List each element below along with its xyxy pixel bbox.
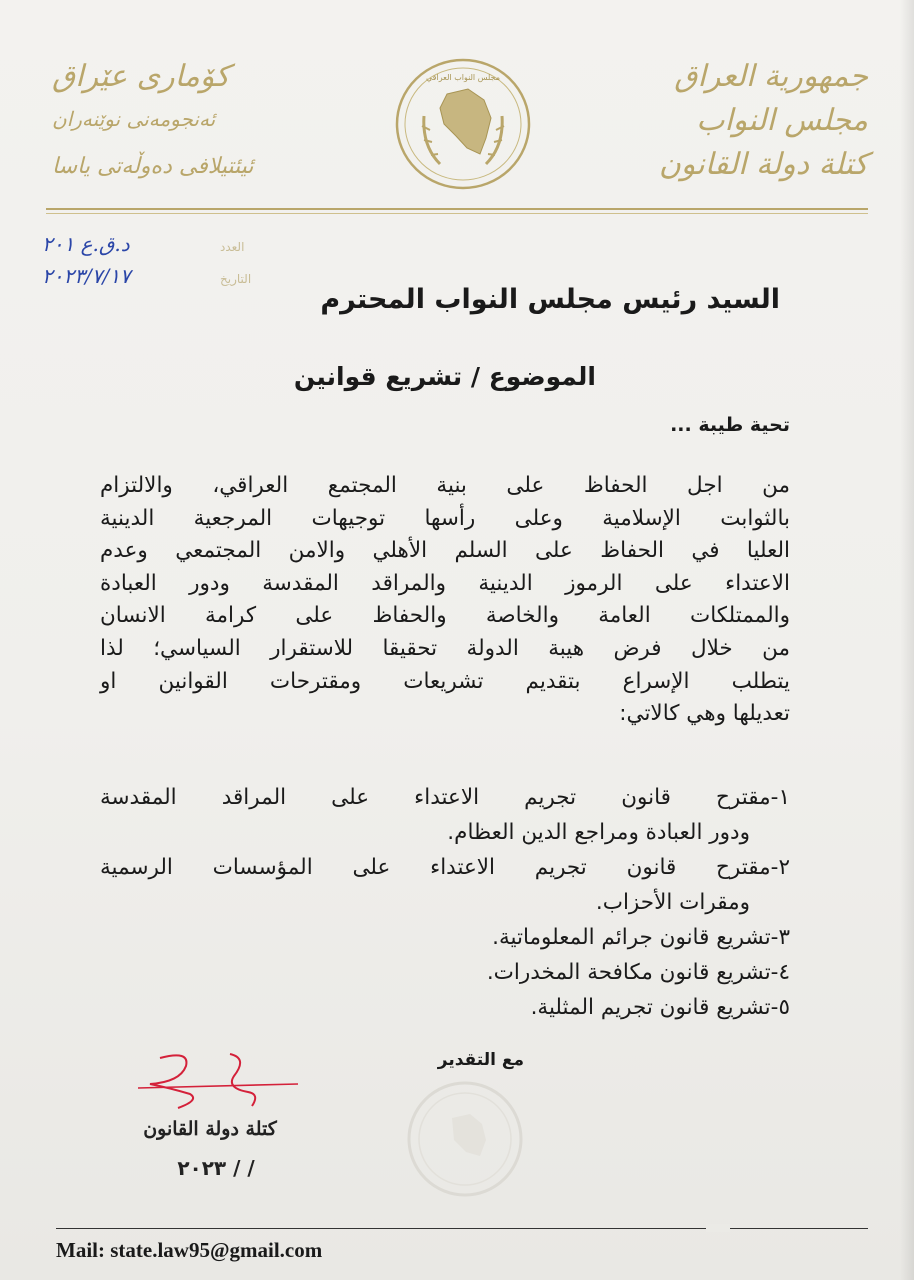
list-item-2-cont: ومقرات الأحزاب.: [595, 890, 750, 915]
reference-number-label: العدد: [220, 240, 245, 254]
body-line: بالثوابت الإسلامية وعلى رأسها توجيهات المرجعية الدينية: [100, 505, 790, 531]
footer-rule: [56, 1228, 868, 1229]
addressee: السيد رئيس مجلس النواب المحترم: [320, 284, 780, 315]
reference-date: ٢٠٢٣/٧/١٧: [42, 264, 131, 288]
letterhead-kurdish: [52, 55, 322, 195]
list-item-5: ٥-تشريع قانون تجريم المثلية.: [530, 995, 790, 1020]
emblem-caption: مجلس النواب العراقي: [426, 73, 500, 82]
body-line: العليا في الحفاظ على السلم الأهلي والامن المجتمعي وعدم: [100, 538, 790, 564]
letterhead-ku-line-2: ئەنجومەنی نوێنەران: [52, 107, 216, 131]
letterhead-rule: [46, 208, 868, 210]
reference-block: [42, 232, 262, 296]
page-edge-shadow: [900, 0, 914, 1280]
body-line: يتطلب الإسراع بتقديم تشريعات ومقترحات القوانين او: [100, 668, 790, 694]
letterhead-rule-thin: [46, 213, 868, 214]
footer-rule-gap: [706, 1224, 730, 1232]
parliament-emblem-icon: [392, 56, 534, 192]
letterhead-ku-line-1: كۆماری عێراق: [52, 59, 230, 94]
body-line: تعديلها وهي كالاتي:: [619, 701, 790, 727]
body-paragraph: [100, 470, 790, 731]
body-line: والممتلكات العامة والخاصة والحفاظ على كرامة الانسان: [100, 603, 790, 629]
list-item-1: ١-مقترح قانون تجريم الاعتداء على المراقد المقدسة: [100, 785, 790, 810]
law-list: [100, 780, 790, 1025]
list-item-2: ٢-مقترح قانون تجريم الاعتداء على المؤسسات الرسمية: [100, 855, 790, 880]
list-item-4: ٤-تشريع قانون مكافحة المخدرات.: [486, 960, 790, 985]
body-line: من اجل الحفاظ على بنية المجتمع العراقي، والالتزام: [100, 473, 790, 498]
subject-line: الموضوع / تشريع قوانين: [293, 362, 596, 391]
reference-date-label: التاريخ: [220, 272, 252, 286]
body-line: من خلال فرض هيبة الدولة تحقيقا للاستقرار السياسي؛ لذا: [100, 635, 790, 661]
list-item-3: ٣-تشريع قانون جرائم المعلوماتية.: [492, 925, 790, 950]
letterhead-ar-line-1: جمهورية العراق: [674, 59, 868, 94]
body-line: الاعتداء على الرموز الدينية والمراقد المقدسة ودور العبادة: [100, 570, 790, 596]
signatory-name: كتلة دولة القانون: [143, 1118, 277, 1140]
list-item-1-cont: ودور العبادة ومراجع الدين العظام.: [447, 820, 750, 845]
signature-date: / / ٢٠٢٣: [177, 1156, 255, 1180]
letterhead-ar-line-2: مجلس النواب: [696, 103, 868, 138]
greeting: تحية طيبة ...: [670, 414, 790, 436]
signature-icon: [130, 1048, 300, 1118]
reference-number: د.ق.ع ٢٠١: [42, 232, 130, 256]
letterhead-ar-line-3: كتلة دولة القانون: [658, 147, 868, 182]
closing: مع التقدير: [437, 1050, 524, 1070]
footer-mail: Mail: state.law95@gmail.com: [56, 1238, 323, 1262]
letterhead-arabic: [618, 55, 868, 187]
letterhead-ku-line-3: ئیئتیلافی دەوڵەتی یاسا: [52, 154, 254, 179]
embossed-seal-icon: [404, 1078, 526, 1200]
